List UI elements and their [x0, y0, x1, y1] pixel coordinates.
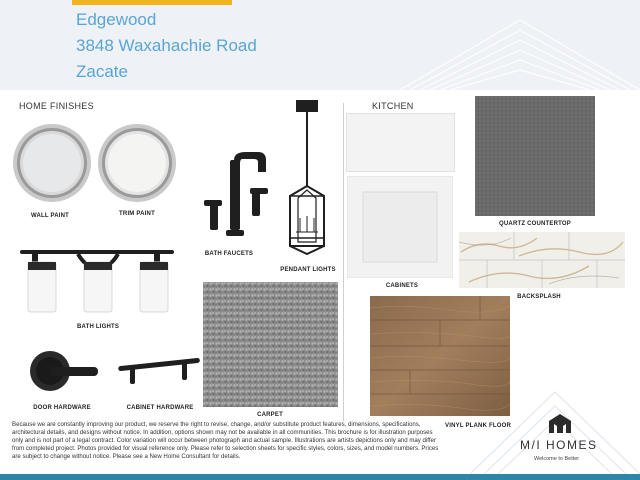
logo-tagline: Welcome to Better [534, 456, 580, 462]
home-finishes-heading: HOME FINISHES [19, 101, 94, 111]
quartz-countertop-swatch [475, 96, 595, 216]
wall-paint-label: WALL PAINT [30, 213, 70, 219]
pendant-light-icon [278, 98, 336, 260]
backsplash-swatch [459, 232, 625, 288]
header-chevron-pattern [400, 0, 640, 90]
plan-name: Zacate [76, 62, 128, 81]
cabinet-hardware-label: CABINET HARDWARE [126, 405, 194, 411]
faucet-icon [196, 150, 274, 246]
carpet-swatch [203, 282, 338, 407]
bar-pull-icon [116, 352, 202, 388]
kitchen-heading: KITCHEN [372, 101, 414, 111]
gold-accent-bar [72, 0, 232, 5]
community-name: Edgewood [76, 10, 157, 29]
carpet-label: CARPET [257, 412, 283, 418]
vinyl-plank-floor-label: VINYL PLANK FLOOR [445, 423, 511, 429]
mi-homes-logo-text: M/I HOMES [520, 438, 598, 452]
header-banner [0, 0, 640, 90]
door-lever-icon [28, 345, 102, 397]
upper-cabinet-swatch [346, 113, 455, 172]
cabinet-door-swatch [347, 176, 453, 278]
door-hardware-label: DOOR HARDWARE [33, 405, 91, 411]
paint-can-icon [97, 122, 177, 204]
address: 3848 Waxahachie Road [76, 36, 257, 55]
pendant-lights-label: PENDANT LIGHTS [280, 267, 336, 273]
section-divider [343, 103, 344, 421]
quartz-countertop-label: QUARTZ COUNTERTOP [499, 221, 571, 227]
bath-lights-label: BATH LIGHTS [76, 324, 120, 330]
footer-bar [0, 474, 640, 480]
disclaimer-text: Because we are constantly improving our product, we reserve the right to revise, change, and/or substitute product features, dimensions, specifications, architectural details, and designs without notice. In addition, options shown may not be available in all communities. This brochure is for illustration purposes only and is not part of a legal contract. Color variation will occur between photograph and actual sample. Illustrations are artists depictions only and may differ from completed project. Photos provided for visual reference only. Please refer to selection sheets for specific styles, colors, sizes, and model numbers. Prices are subject to change without notice. Please see a New Home Consultant for details. [12, 421, 439, 460]
mi-homes-logo-icon [547, 413, 573, 435]
trim-paint-label: TRIM PAINT [119, 211, 155, 217]
cabinets-label: CABINETS [385, 283, 419, 289]
backsplash-label: BACKSPLASH [517, 294, 561, 300]
bath-faucets-label: BATH FAUCETS [204, 251, 254, 257]
paint-can-icon [12, 122, 92, 204]
vanity-light-icon [18, 248, 178, 316]
